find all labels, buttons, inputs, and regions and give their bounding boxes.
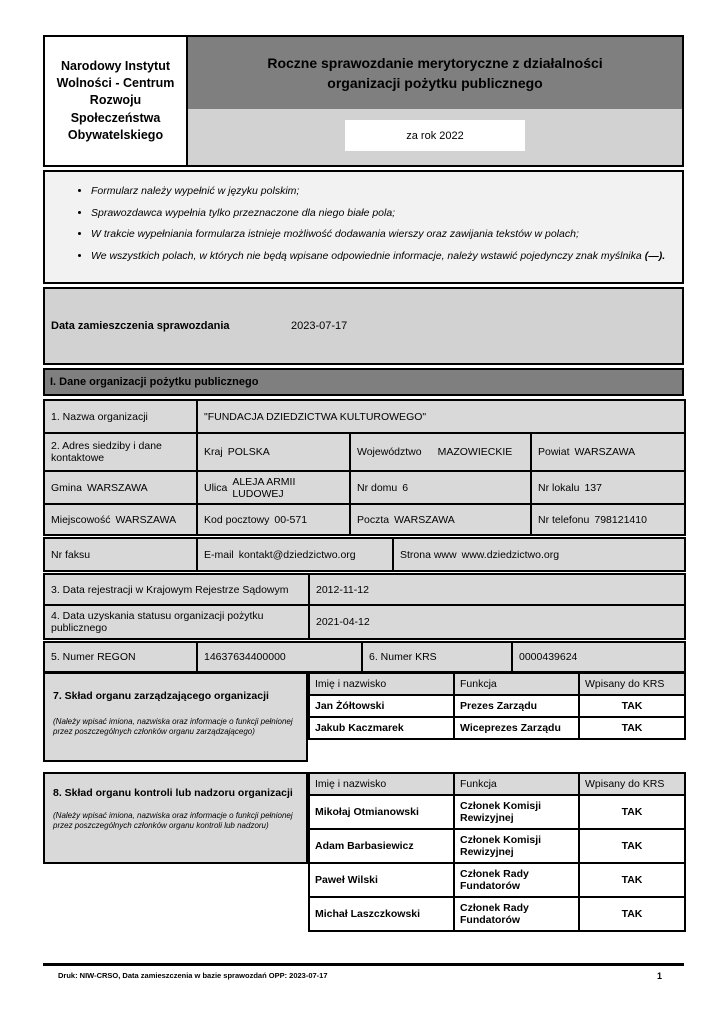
section-1-bar: I. Dane organizacji pożytku publicznego xyxy=(43,368,684,396)
table-row xyxy=(44,471,685,504)
regon-krs-table xyxy=(43,641,686,673)
field-krs-value: 0000439624 xyxy=(512,642,685,672)
table-row xyxy=(309,795,685,829)
submission-date-band xyxy=(43,287,684,365)
col-header-name: Imię i nazwisko xyxy=(309,773,454,795)
member-name: Adam Barbasiewicz xyxy=(309,829,454,863)
col-header-role: Funkcja xyxy=(454,673,579,695)
table-header-row xyxy=(309,773,685,795)
field-poczta: Poczta WARSZAWA xyxy=(357,513,455,526)
board-section-title: 7. Skład organu zarządzającego organizacji xyxy=(53,690,269,702)
col-header-krs: Wpisany do KRS xyxy=(579,773,685,795)
member-krs: TAK xyxy=(579,717,685,739)
instructions-list xyxy=(45,185,682,264)
member-role: Prezes Zarządu xyxy=(454,695,579,717)
report-title: Roczne sprawozdanie merytoryczne z działalności organizacji pożytku publicznego xyxy=(267,54,603,91)
instruction-item: • We wszystkich polach, w których nie będą wpisane odpowiednie informacje, należy wstawić pojedynczy znak myślnika (—). xyxy=(91,250,682,264)
field-nazwa-label: 1. Nazwa organizacji xyxy=(44,400,197,433)
instructions-box xyxy=(43,170,684,284)
instruction-item: • W trakcie wypełniania formularza istnieje możliwość dodawania wierszy oraz zawijania tekstów w polach; xyxy=(91,228,682,242)
member-krs: TAK xyxy=(579,863,685,897)
niw-logo: Narodowy Instytut Wolności - Centrum Rozwoju Społeczeństwa Obywatelskiego xyxy=(45,37,188,165)
board-section-note: (Należy wpisać imiona, nazwiska oraz informacje o funkcji pełnionej przez poszczególnych członków organu zarządzającego) xyxy=(53,716,293,737)
year-band xyxy=(188,109,682,165)
footer-print-info: Druk: NIW-CRSO, Data zamieszczenia w bazie sprawozdań OPP: 2023-07-17 xyxy=(58,971,328,980)
table-row xyxy=(44,504,685,535)
table-row xyxy=(309,829,685,863)
header xyxy=(43,35,684,167)
member-name: Michał Laszczkowski xyxy=(309,897,454,931)
supervision-section-title: 8. Skład organu kontroli lub nadzoru organizacji xyxy=(53,787,293,799)
table-row xyxy=(309,897,685,931)
supervision-section-note: (Należy wpisać imiona, nazwiska oraz informacje o funkcji pełnionej przez poszczególnych członków organu kontroli lub nadzoru) xyxy=(53,810,293,831)
member-role: Członek Komisji Rewizyjnej xyxy=(454,829,579,863)
member-krs: TAK xyxy=(579,695,685,717)
footer-divider xyxy=(43,963,684,966)
member-name: Jan Żółtowski xyxy=(309,695,454,717)
member-krs: TAK xyxy=(579,829,685,863)
field-nr-domu: Nr domu 6 xyxy=(357,481,409,494)
field-krs-label: 6. Numer KRS xyxy=(362,642,512,672)
field-kraj: Kraj POLSKA xyxy=(204,446,270,458)
field-kod-pocztowy: Kod pocztowy 00-571 xyxy=(204,513,308,526)
field-nazwa-value: "FUNDACJA DZIEDZICTWA KULTUROWEGO" xyxy=(197,400,685,433)
col-header-krs: Wpisany do KRS xyxy=(579,673,685,695)
field-regon-label: 5. Numer REGON xyxy=(44,642,197,672)
table-row xyxy=(44,605,685,639)
table-row xyxy=(309,695,685,717)
table-row xyxy=(44,538,685,571)
table-row xyxy=(44,642,685,672)
member-krs: TAK xyxy=(579,897,685,931)
field-regon-value: 14637634400000 xyxy=(197,642,362,672)
footer xyxy=(43,971,684,981)
member-role: Członek Rady Fundatorów xyxy=(454,863,579,897)
field-wojewodztwo: Województwo MAZOWIECKIE xyxy=(357,446,513,458)
field-opp-date-value: 2021-04-12 xyxy=(309,605,685,639)
table-row xyxy=(44,400,685,433)
field-nr-lokalu: Nr lokalu 137 xyxy=(538,481,602,494)
member-name: Jakub Kaczmarek xyxy=(309,717,454,739)
col-header-role: Funkcja xyxy=(454,773,579,795)
field-opp-date-label: 4. Data uzyskania statusu organizacji pożytku publicznego xyxy=(44,605,309,639)
page-number: 1 xyxy=(656,971,662,981)
year-box: za rok 2022 xyxy=(345,120,525,151)
header-right xyxy=(188,37,682,165)
member-krs: TAK xyxy=(579,795,685,829)
field-www: Strona www www.dziedzictwo.org xyxy=(400,548,560,561)
dash-note: (—). xyxy=(644,249,666,262)
supervision-section-cell xyxy=(43,772,308,864)
board-section-cell xyxy=(43,672,308,762)
field-faks: Nr faksu xyxy=(51,548,91,561)
member-name: Paweł Wilski xyxy=(309,863,454,897)
table-row xyxy=(309,717,685,739)
field-powiat: Powiat WARSZAWA xyxy=(538,446,636,458)
title-band xyxy=(188,37,682,109)
field-gmina: Gmina WARSZAWA xyxy=(51,481,148,494)
field-adres-label: 2. Adres siedziby i dane kontaktowe xyxy=(44,433,197,471)
field-email: E-mail kontakt@dziedzictwo.org xyxy=(204,548,356,561)
table-row xyxy=(44,433,685,471)
field-miejscowosc: Miejscowość WARSZAWA xyxy=(51,513,177,526)
contact-table xyxy=(43,537,686,572)
table-header-row xyxy=(309,673,685,695)
col-header-name: Imię i nazwisko xyxy=(309,673,454,695)
instruction-item: • Formularz należy wypełnić w języku polskim; xyxy=(91,185,682,199)
supervision-table xyxy=(308,772,686,932)
member-role: Członek Rady Fundatorów xyxy=(454,897,579,931)
member-name: Mikołaj Otmianowski xyxy=(309,795,454,829)
member-role: Wiceprezes Zarządu xyxy=(454,717,579,739)
member-role: Członek Komisji Rewizyjnej xyxy=(454,795,579,829)
field-ulica: Ulica ALEJA ARMII LUDOWEJ xyxy=(204,475,296,500)
table-row xyxy=(44,574,685,605)
field-krs-date-value: 2012-11-12 xyxy=(309,574,685,605)
submission-date-label: Data zamieszczenia sprawozdania xyxy=(51,320,230,332)
org-info-table xyxy=(43,399,686,536)
dates-table xyxy=(43,573,686,640)
submission-date-value: 2023-07-17 xyxy=(291,320,348,332)
field-telefon: Nr telefonu 798121410 xyxy=(538,513,647,526)
table-row xyxy=(309,863,685,897)
instruction-item: • Sprawozdawca wypełnia tylko przeznaczone dla niego białe pola; xyxy=(91,207,682,221)
board-table xyxy=(308,672,686,740)
field-krs-date-label: 3. Data rejestracji w Krajowym Rejestrze Sądowym xyxy=(44,574,309,605)
